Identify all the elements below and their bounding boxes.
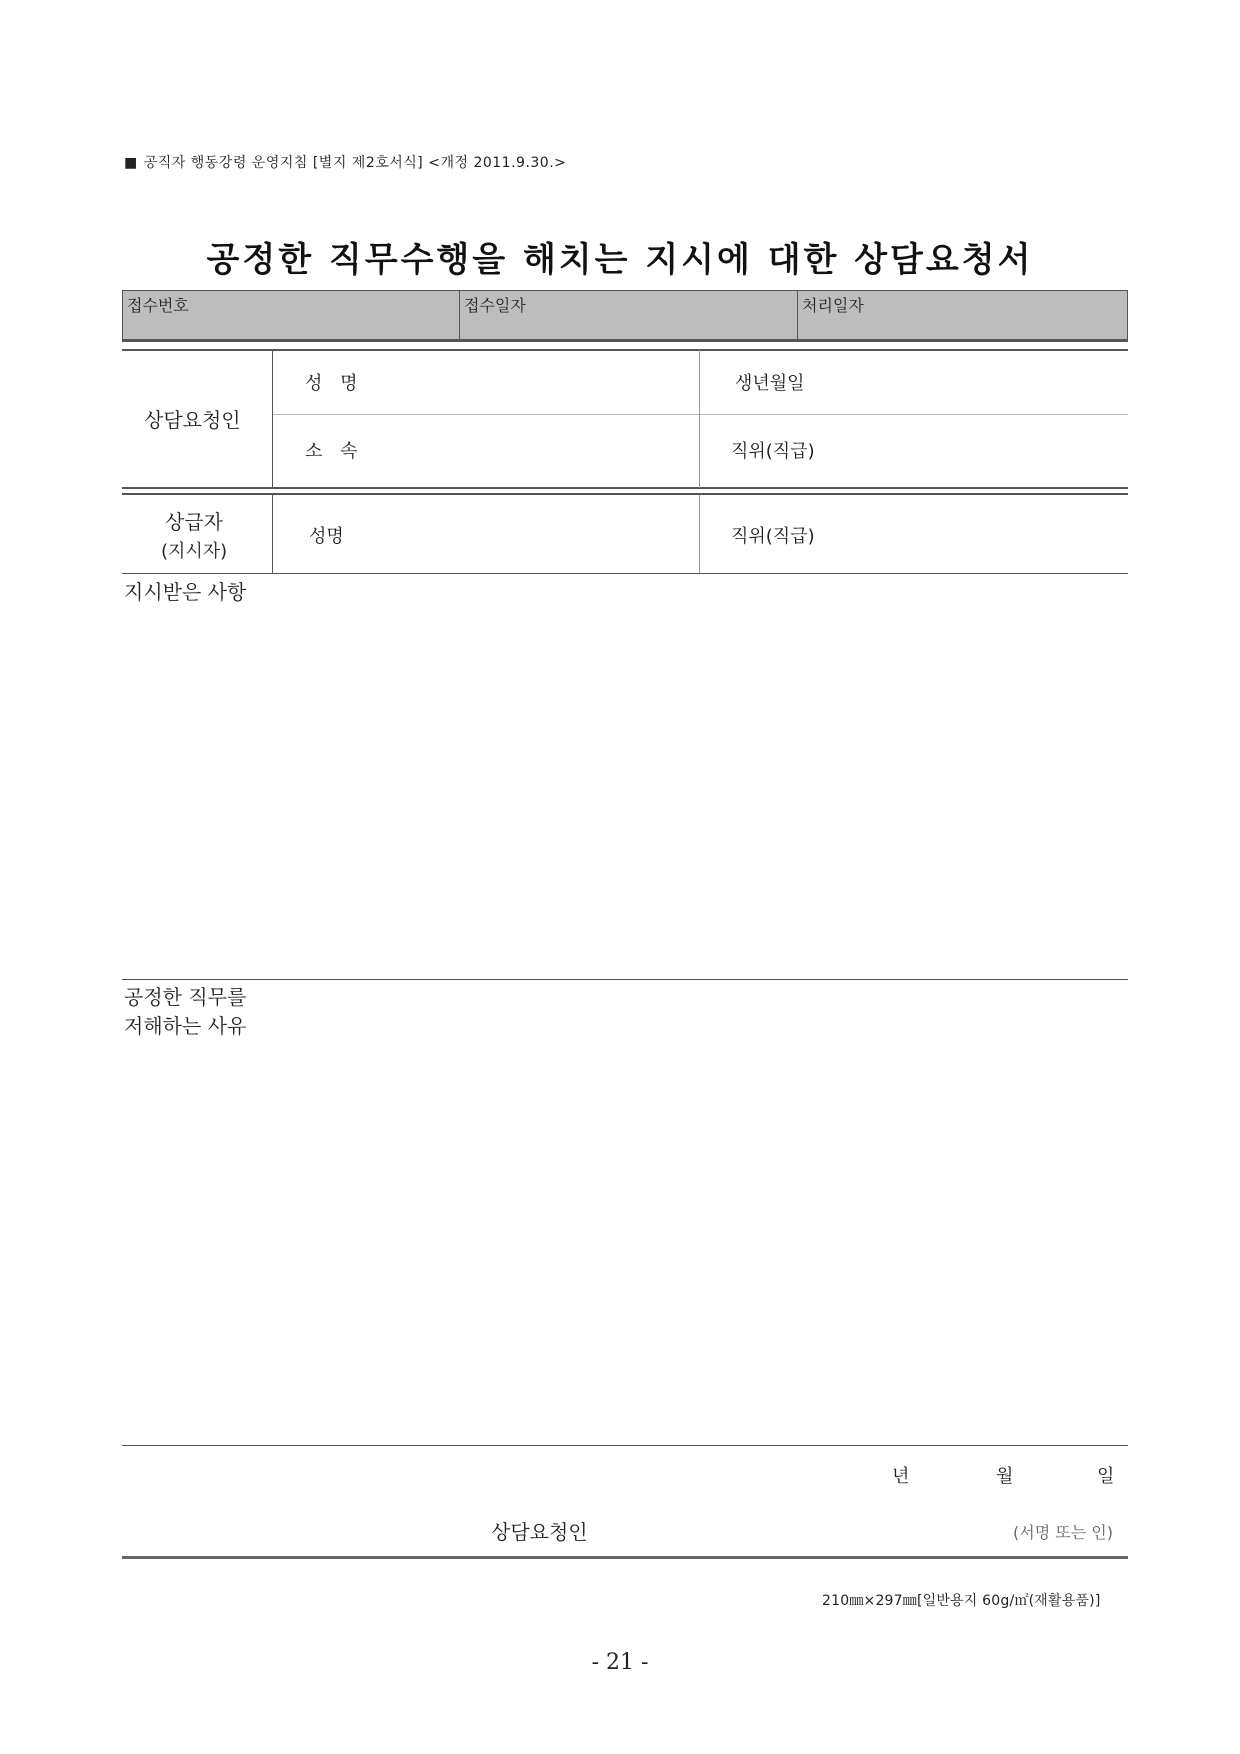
requester-name-label: 성 명 <box>305 373 364 394</box>
receipt-divider <box>122 340 1128 342</box>
requester-affiliation-label: 소 속 <box>305 441 364 462</box>
signature-year-label: 년 <box>892 1466 910 1487</box>
instruction-bottom-border <box>122 979 1128 980</box>
superior-section-label: 상급자 <box>165 510 223 534</box>
superior-name-label: 성명 <box>309 526 344 547</box>
superior-column-divider <box>699 495 700 573</box>
reason-textarea[interactable] <box>122 1045 1128 1440</box>
superior-name-input[interactable] <box>380 497 696 571</box>
form-title: 공정한 직무수행을 해치는 지시에 대한 상담요청서 <box>206 240 1034 280</box>
reason-label <box>124 983 246 1041</box>
receipt-row <box>122 290 1128 340</box>
signature-month-label: 월 <box>996 1466 1014 1487</box>
signature-input[interactable] <box>610 1510 1000 1544</box>
processed-date-label: 처리일자 <box>802 296 864 315</box>
receipt-date-field[interactable] <box>460 291 798 339</box>
requester-section-label: 상담요청인 <box>144 408 241 432</box>
page-number: - 21 - <box>591 1650 649 1675</box>
requester-affiliation-input[interactable] <box>380 417 696 485</box>
requester-label-divider <box>272 350 273 488</box>
receipt-date-label: 접수일자 <box>464 296 526 315</box>
signature-date-input[interactable] <box>760 1458 880 1488</box>
receipt-number-field[interactable] <box>123 291 460 339</box>
superior-label-divider <box>272 495 273 573</box>
requester-name-input[interactable] <box>380 352 696 412</box>
instruction-label: 지시받은 사항 <box>124 580 247 604</box>
superior-bottom-border <box>122 573 1128 574</box>
signature-day-label: 일 <box>1097 1466 1115 1487</box>
requester-birth-input[interactable] <box>820 352 1125 412</box>
superior-section-sublabel: (지시자) <box>161 541 228 562</box>
superior-position-input[interactable] <box>820 497 1125 571</box>
requester-position-input[interactable] <box>820 417 1125 485</box>
paper-spec-note: 210㎜×297㎜[일반용지 60g/㎡(재활용품)] <box>822 1593 1101 1609</box>
signature-requester-label: 상담요청인 <box>491 1520 588 1544</box>
receipt-number-label: 접수번호 <box>127 296 189 315</box>
form-reference-note <box>124 152 566 172</box>
instruction-textarea[interactable] <box>122 608 1128 978</box>
signature-hint: (서명 또는 인) <box>1013 1523 1113 1542</box>
form-reference-text: 공직자 행동강령 운영지침 [별지 제2호서식] <개정 2011.9.30.> <box>143 155 567 171</box>
requester-position-label: 직위(직급) <box>731 441 815 462</box>
requester-column-divider <box>699 350 700 488</box>
requester-birth-label: 생년월일 <box>735 373 805 394</box>
reason-label-line2: 저해하는 사유 <box>124 1014 247 1038</box>
processed-date-field[interactable] <box>798 291 1128 339</box>
requester-row-divider <box>272 414 1128 415</box>
superior-position-label: 직위(직급) <box>731 526 815 547</box>
signature-bottom-border <box>122 1556 1128 1559</box>
reason-label-line1: 공정한 직무를 <box>124 985 247 1009</box>
bullet-square-icon: ■ <box>124 155 138 171</box>
reason-bottom-border <box>122 1445 1128 1446</box>
